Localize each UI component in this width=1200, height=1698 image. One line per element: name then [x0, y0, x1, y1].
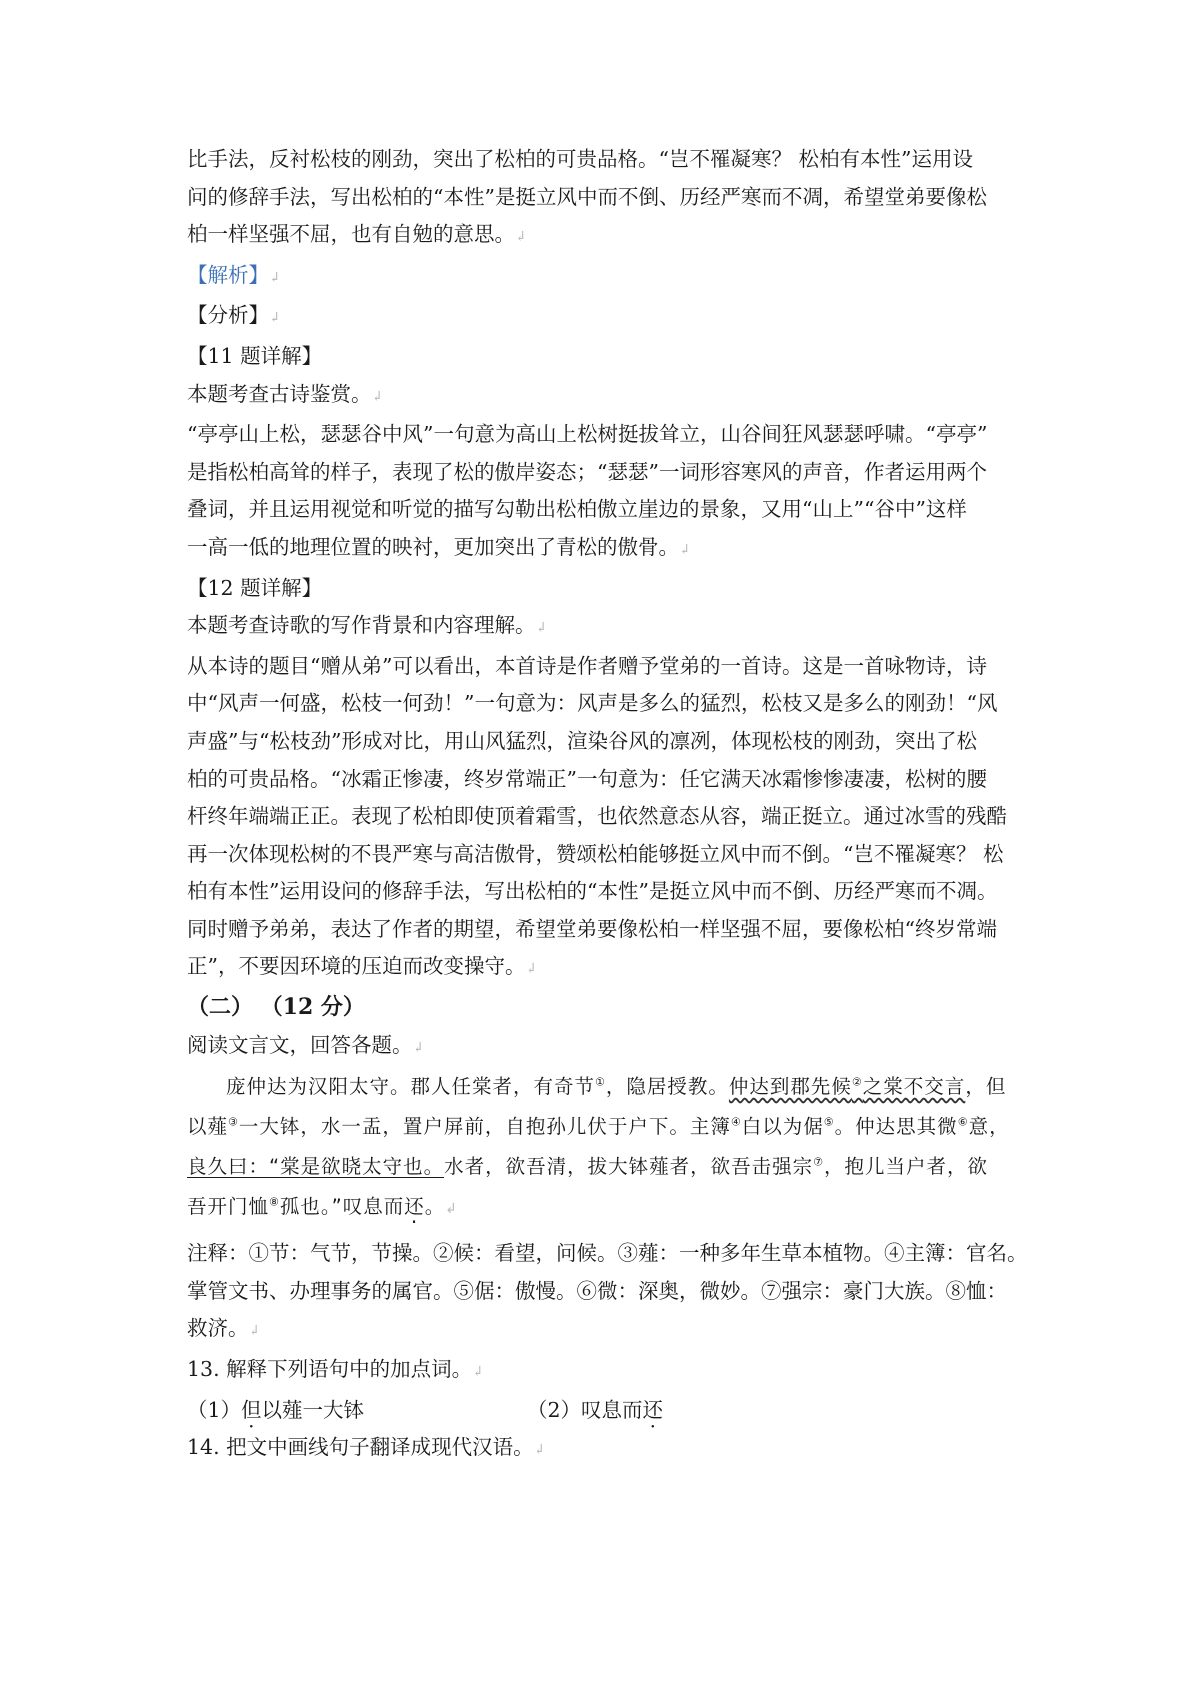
fenxi-label: 【分析】↲ [187, 303, 281, 328]
q12-line: 中“风声一何盛，松枝一何劲！”一句意为：风声是多么的猛烈，松枝又是多么的刚劲！“风 [187, 691, 998, 716]
q12-line: 从本诗的题目“赠从弟”可以看出，本首诗是作者赠予堂弟的一首诗。这是一首咏物诗，诗 [187, 653, 987, 678]
page-content [187, 141, 1033, 1470]
dotted-word: 还 [642, 1397, 664, 1422]
dotted-word: 但 [241, 1397, 262, 1422]
q12-line: 柏有本性”运用设问的修辞手法，写出松柏的“本性”是挺立风中而不倒、历经严寒而不凋。 [187, 879, 998, 904]
q12-line: 同时赠予弟弟，表达了作者的期望，希望堂弟要像松柏一样坚强不屈，要像松柏“终岁常端 [187, 916, 997, 941]
q12-intro: 本题考查诗歌的写作背景和内容理解。↲ [187, 613, 548, 638]
q11-intro: 本题考查古诗鉴赏。↲ [187, 381, 384, 406]
q11-line: 是指松柏高耸的样子，表现了松的傲岸姿态；“瑟瑟”一词形容寒风的声音，作者运用两个 [187, 459, 987, 484]
notes-line: 救济。↲ [187, 1316, 261, 1341]
q12-line: 再一次体现松树的不畏严寒与高洁傲骨，赞颂松柏能够挺立风中而不倒。“岂不罹凝寒？ 松 [187, 841, 1004, 866]
answer-line: 比手法，反衬松枝的刚劲，突出了松柏的可贵品格。“岂不罹凝寒？ 松柏有本性”运用设 [187, 147, 973, 171]
passage-line: 吾开门恤⑧孤也。”叹息而还。↲ [187, 1195, 459, 1219]
section-instruction: 阅读文言文，回答各题。↲ [187, 1032, 425, 1057]
q12-line: 正”，不要因环境的压迫而改变操守。↲ [187, 954, 538, 979]
q13-item-1: （1）但以薤一大钵 [187, 1397, 365, 1422]
notes-line: 注释：①节：气节，节操。②候：看望，问候。③薤：一种多年生草本植物。④主簿：官名。 [187, 1241, 1028, 1266]
q13-stem: 13. 解释下列语句中的加点词。↲ [187, 1357, 484, 1382]
q11-line: 一高一低的地理位置的映衬，更加突出了青松的傲骨。↲ [187, 534, 691, 559]
q11-line: 叠词，并且运用视觉和听觉的描写勾勒出松柏傲立崖边的景象，又用“山上”“谷中”这样 [187, 497, 967, 522]
q13-items [187, 1392, 1033, 1430]
q12-label: 【12 题详解】 [187, 575, 323, 600]
q13-item-2: （2）叹息而还 [527, 1397, 664, 1422]
q11-line: “亭亭山上松，瑟瑟谷中风”一句意为高山上松树挺拔耸立，山谷间狂风瑟瑟呼啸。“亭亭” [187, 422, 988, 447]
jiexi-label: 【解析】↲ [187, 262, 281, 287]
underlined-sentence: 良久曰：“棠是欲晓太守也。 [187, 1155, 445, 1179]
answer-line: 柏一样坚强不屈，也有自勉的意思。↲ [187, 222, 527, 247]
passage-line: 以薤③一大钵，水一盂，置户屏前，自抱孙儿伏于户下。主簿④白以为倨⑤。仲达思其微⑥意， [187, 1115, 1010, 1139]
q12-line: 柏的可贵品格。“冰霜正惨凄，终岁常端正”一句意为：任它满天冰霜惨惨凄凄，松树的腰 [187, 766, 987, 791]
q12-line: 杆终年端端正正。表现了松柏即使顶着霜雪，也依然意态从容，端正挺立。通过冰雪的残酷 [187, 804, 1007, 829]
answer-line: 问的修辞手法，写出松柏的“本性”是挺立风中而不倒、历经严寒而不凋，希望堂弟要像松 [187, 184, 987, 209]
notes-line: 掌管文书、办理事务的属官。⑤倨：傲慢。⑥微：深奥，微妙。⑦强宗：豪门大族。⑧恤： [187, 1278, 1007, 1303]
passage-line: 庞仲达为汉阳太守。郡人任棠者，有奇节①，隐居授教。仲达到郡先候②之棠不交言，但 [226, 1075, 1007, 1099]
q11-label: 【11 题详解】 [187, 343, 323, 368]
passage-line: 良久曰：“棠是欲晓太守也。水者，欲吾清，拔大钵薤者，欲吾击强宗⑦，抱儿当户者，欲 [187, 1155, 989, 1179]
q12-line: 声盛”与“松枝劲”形成对比，用山风猛烈，渲染谷风的凛冽，体现松枝的刚劲，突出了松 [187, 728, 977, 753]
section-heading: （二） （12 分） [187, 994, 365, 1021]
q14-stem: 14. 把文中画线句子翻译成现代汉语。↲ [187, 1435, 546, 1460]
dotted-word: 还 [404, 1195, 425, 1219]
